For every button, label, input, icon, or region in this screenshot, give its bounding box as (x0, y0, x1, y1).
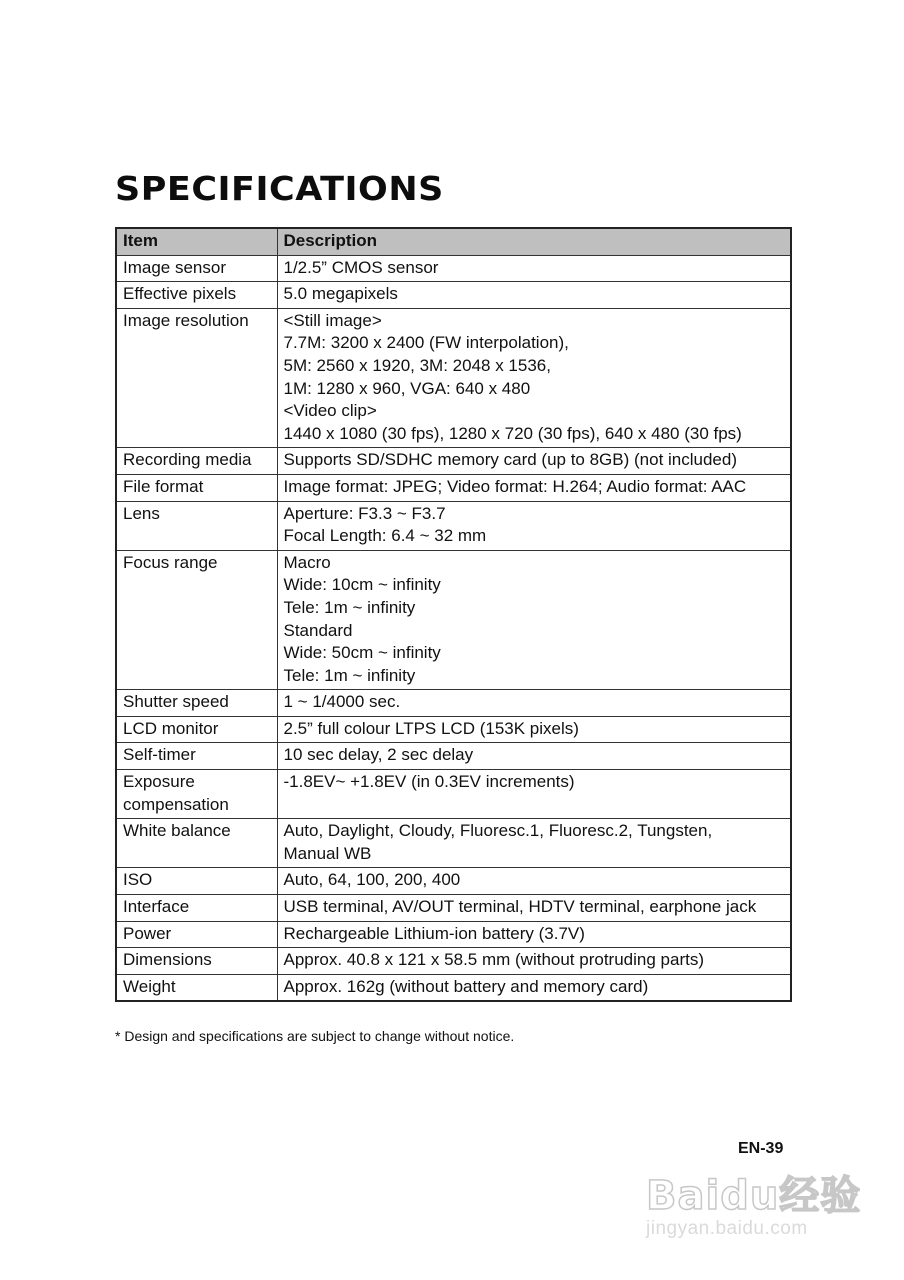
description-line: -1.8EV~ +1.8EV (in 0.3EV increments) (283, 772, 575, 792)
page-number: EN-39 (738, 1140, 784, 1157)
table-row (116, 474, 791, 501)
description-line: USB terminal, AV/OUT terminal, HDTV terminal, earphone jack (283, 897, 757, 917)
spec-description (277, 501, 791, 550)
description-line: 5.0 megapixels (283, 284, 398, 304)
description-line: 5M: 2560 x 1920, 3M: 2048 x 1536, (283, 355, 551, 375)
description-line: Wide: 50cm ~ infinity (283, 643, 441, 663)
description-line: 1 ~ 1/4000 sec. (283, 692, 401, 712)
description-line: Tele: 1m ~ infinity (283, 665, 416, 685)
spec-item: Dimensions (116, 948, 277, 975)
description-line: 7.7M: 3200 x 2400 (FW interpolation), (283, 333, 569, 353)
spec-description (277, 948, 791, 975)
spec-item: White balance (116, 819, 277, 868)
spec-description (277, 255, 791, 282)
watermark (640, 1158, 862, 1248)
description-line: Tele: 1m ~ infinity (283, 597, 416, 617)
description-line: Approx. 162g (without battery and memory card) (283, 976, 649, 996)
spec-description (277, 743, 791, 770)
spec-description (277, 716, 791, 743)
spec-item: Weight (116, 974, 277, 1001)
spec-item: LCD monitor (116, 716, 277, 743)
spec-item: Lens (116, 501, 277, 550)
table-row (116, 974, 791, 1001)
specifications-table (115, 227, 792, 1002)
description-line: Aperture: F3.3 ~ F3.7 (283, 503, 446, 523)
description-line: Manual WB (283, 843, 372, 863)
description-line: Approx. 40.8 x 121 x 58.5 mm (without protruding parts) (283, 950, 704, 970)
description-line: 1M: 1280 x 960, VGA: 640 x 480 (283, 378, 531, 398)
description-line: 2.5” full colour LTPS LCD (153K pixels) (283, 718, 579, 738)
watermark-url: jingyan.baidu.com (646, 1218, 808, 1239)
description-line: Auto, Daylight, Cloudy, Fluoresc.1, Fluoresc.2, Tungsten, (283, 821, 713, 841)
spec-description (277, 550, 791, 690)
spec-item: Recording media (116, 448, 277, 475)
description-line: <Video clip> (283, 401, 377, 421)
header-description: Description (277, 228, 791, 255)
spec-item: Image sensor (116, 255, 277, 282)
table-row (116, 550, 791, 690)
table-row (116, 895, 791, 922)
spec-description (277, 921, 791, 948)
table-row (116, 501, 791, 550)
table-row (116, 282, 791, 309)
spec-description (277, 474, 791, 501)
description-line: 1/2.5” CMOS sensor (283, 257, 439, 277)
description-line: 10 sec delay, 2 sec delay (283, 745, 474, 765)
spec-item: File format (116, 474, 277, 501)
table-header-row (116, 228, 791, 255)
description-line: Wide: 10cm ~ infinity (283, 575, 441, 595)
spec-item: ISO (116, 868, 277, 895)
table-row (116, 770, 791, 819)
spec-item: Shutter speed (116, 690, 277, 717)
table-row (116, 743, 791, 770)
table-body (116, 255, 791, 1001)
table-row (116, 716, 791, 743)
description-line: Auto, 64, 100, 200, 400 (283, 870, 461, 890)
table-row (116, 308, 791, 448)
table-row (116, 448, 791, 475)
table-row (116, 868, 791, 895)
spec-item: Image resolution (116, 308, 277, 448)
description-line: Focal Length: 6.4 ~ 32 mm (283, 526, 487, 546)
table-row (116, 255, 791, 282)
header-item: Item (116, 228, 277, 255)
spec-description (277, 974, 791, 1001)
spec-item: Interface (116, 895, 277, 922)
description-line: Supports SD/SDHC memory card (up to 8GB) (not included) (283, 450, 738, 470)
spec-description (277, 282, 791, 309)
spec-description (277, 868, 791, 895)
spec-description (277, 770, 791, 819)
description-line: Rechargeable Lithium-ion battery (3.7V) (283, 923, 585, 943)
description-line: Macro (283, 552, 331, 572)
spec-item: Focus range (116, 550, 277, 690)
spec-item: Exposure compensation (116, 770, 277, 819)
spec-item: Power (116, 921, 277, 948)
description-line: <Still image> (283, 310, 382, 330)
description-line: Image format: JPEG; Video format: H.264; Audio format: AAC (283, 476, 747, 496)
spec-item: Self-timer (116, 743, 277, 770)
spec-description (277, 819, 791, 868)
table-row (116, 819, 791, 868)
spec-description (277, 448, 791, 475)
spec-description (277, 308, 791, 448)
table-row (116, 948, 791, 975)
spec-description (277, 895, 791, 922)
page-title: SPECIFICATIONS (115, 169, 444, 208)
description-line: 1440 x 1080 (30 fps), 1280 x 720 (30 fps), 640 x 480 (30 fps) (283, 423, 742, 443)
description-line: Standard (283, 620, 353, 640)
spec-item: Effective pixels (116, 282, 277, 309)
footnote: * Design and specifications are subject to change without notice. (115, 1028, 515, 1044)
table-row (116, 690, 791, 717)
table-row (116, 921, 791, 948)
spec-description (277, 690, 791, 717)
watermark-brand: Baidu经验 (646, 1173, 862, 1219)
